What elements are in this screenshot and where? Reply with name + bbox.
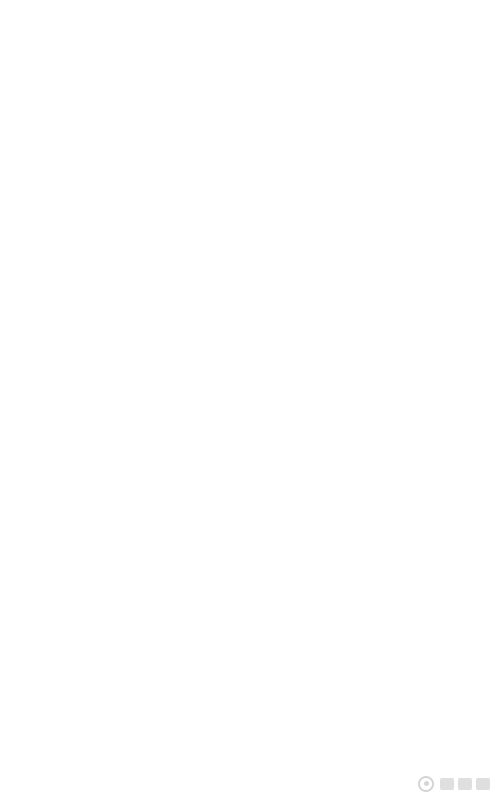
- watermark-logo: [380, 771, 490, 797]
- body-paragraph-2: [26, 77, 474, 108]
- watermark-bar: [440, 778, 454, 790]
- watermark-icon: [418, 776, 434, 792]
- watermark-bar: [476, 778, 490, 790]
- watermark-bar: [458, 778, 472, 790]
- paragraph-gap: [26, 49, 474, 77]
- body-paragraph-1: [26, 18, 474, 49]
- watermark-mark-group: [440, 778, 490, 790]
